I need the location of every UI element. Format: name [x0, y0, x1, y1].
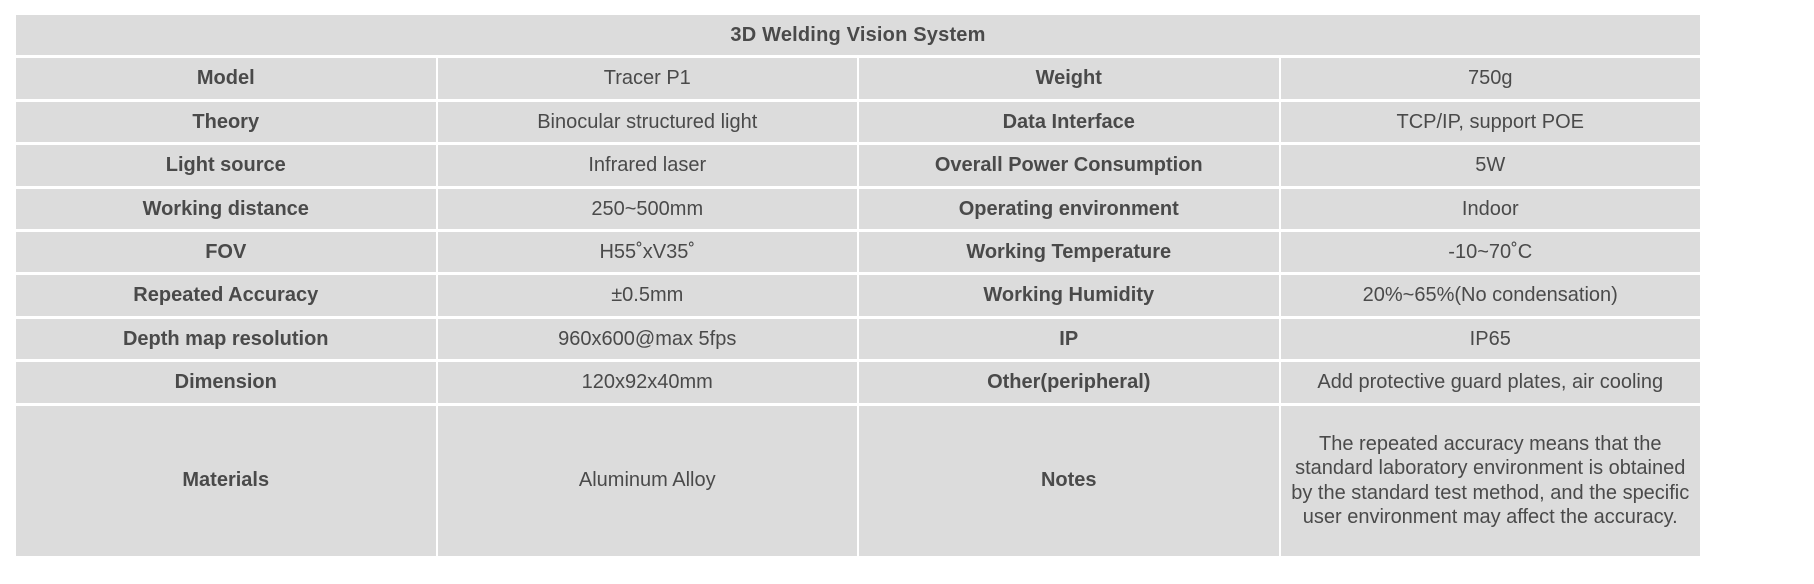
spec-label-theory: Theory: [16, 102, 436, 142]
spec-label-working-humidity: Working Humidity: [859, 275, 1279, 315]
spec-label-working-distance: Working distance: [16, 189, 436, 229]
spec-value-weight: 750g: [1281, 58, 1701, 98]
spec-value-notes: The repeated accuracy means that the standard laboratory environment is obtained by the standard test method, and the specific user environment may affect the accuracy.: [1281, 406, 1701, 556]
spec-label-weight: Weight: [859, 58, 1279, 98]
spec-value-light-source: Infrared laser: [438, 145, 858, 185]
table-row: [16, 232, 1700, 272]
table-row: [16, 275, 1700, 315]
spec-value-ip: IP65: [1281, 319, 1701, 359]
table-title-row: [16, 15, 1700, 55]
specification-table: [14, 12, 1702, 559]
spec-value-overall-power-consumption: 5W: [1281, 145, 1701, 185]
spec-value-working-distance: 250~500mm: [438, 189, 858, 229]
table-row: [16, 362, 1700, 402]
spec-value-dimension: 120x92x40mm: [438, 362, 858, 402]
spec-label-operating-environment: Operating environment: [859, 189, 1279, 229]
spec-label-other-peripheral: Other(peripheral): [859, 362, 1279, 402]
spec-value-operating-environment: Indoor: [1281, 189, 1701, 229]
spec-label-data-interface: Data Interface: [859, 102, 1279, 142]
table-row: [16, 189, 1700, 229]
spec-label-ip: IP: [859, 319, 1279, 359]
spec-value-working-humidity: 20%~65%(No condensation): [1281, 275, 1701, 315]
table-row: [16, 58, 1700, 98]
spec-value-repeated-accuracy: ±0.5mm: [438, 275, 858, 315]
spec-label-repeated-accuracy: Repeated Accuracy: [16, 275, 436, 315]
spec-label-notes: Notes: [859, 406, 1279, 556]
spec-label-depth-map-resolution: Depth map resolution: [16, 319, 436, 359]
spec-value-working-temperature: -10~70˚C: [1281, 232, 1701, 272]
spec-value-data-interface: TCP/IP, support POE: [1281, 102, 1701, 142]
table-row: [16, 102, 1700, 142]
spec-value-theory: Binocular structured light: [438, 102, 858, 142]
spec-label-materials: Materials: [16, 406, 436, 556]
spec-label-light-source: Light source: [16, 145, 436, 185]
table-row: [16, 145, 1700, 185]
spec-label-fov: FOV: [16, 232, 436, 272]
table-row: [16, 319, 1700, 359]
spec-value-other-peripheral: Add protective guard plates, air cooling: [1281, 362, 1701, 402]
spec-value-materials: Aluminum Alloy: [438, 406, 858, 556]
spec-label-model: Model: [16, 58, 436, 98]
spec-label-working-temperature: Working Temperature: [859, 232, 1279, 272]
spec-label-overall-power-consumption: Overall Power Consumption: [859, 145, 1279, 185]
spec-label-dimension: Dimension: [16, 362, 436, 402]
spec-value-model: Tracer P1: [438, 58, 858, 98]
page-title: 3D Welding Vision System: [16, 15, 1700, 55]
spec-value-depth-map-resolution: 960x600@max 5fps: [438, 319, 858, 359]
spec-value-fov: H55˚xV35˚: [438, 232, 858, 272]
table-row: [16, 406, 1700, 556]
